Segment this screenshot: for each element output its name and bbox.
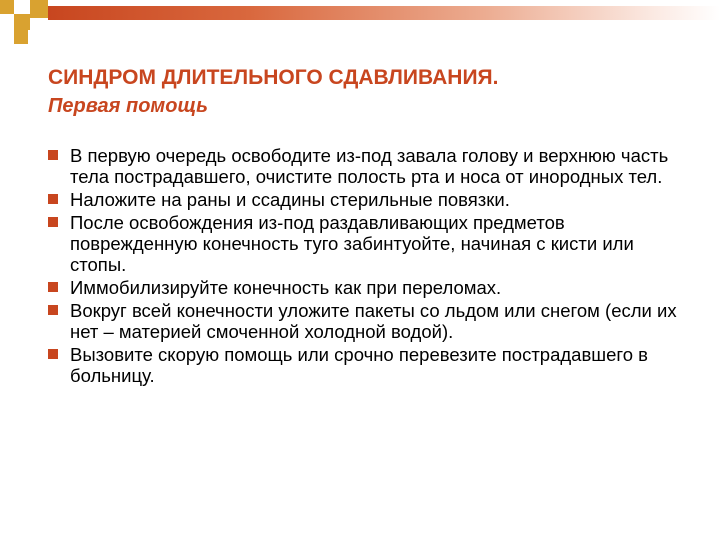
bullet-item xyxy=(48,212,688,275)
decor-square xyxy=(0,0,14,14)
bullet-text: После освобождения из-под раздавливающих предметов поврежденную конечность туго забинтуойте, начиная с кисти или стопы. xyxy=(70,212,634,275)
decor-square xyxy=(14,30,28,44)
header-gradient-bar xyxy=(48,6,720,20)
bullet-text: Наложите на раны и ссадины стерильные повязки. xyxy=(70,189,510,210)
slide-subtitle: Первая помощь xyxy=(48,95,209,117)
bullet-text: Вокруг всей конечности уложите пакеты со льдом или снегом (если их нет – материей смоченной холодной водой). xyxy=(70,300,677,342)
bullet-item xyxy=(48,277,688,298)
square-bullet-icon xyxy=(48,305,58,315)
bullet-text: Иммобилизируйте конечность как при переломах. xyxy=(70,277,502,298)
bullet-list xyxy=(48,145,688,388)
header-decoration xyxy=(0,0,720,44)
slide-title-block xyxy=(48,64,688,120)
decor-square xyxy=(14,0,30,14)
bullet-item xyxy=(48,145,688,187)
bullet-item xyxy=(48,300,688,342)
decor-square xyxy=(14,14,30,30)
square-bullet-icon xyxy=(48,349,58,359)
bullet-item xyxy=(48,344,688,386)
square-bullet-icon xyxy=(48,282,58,292)
bullet-text: Вызовите скорую помощь или срочно перевезите пострадавшего в больницу. xyxy=(70,344,649,386)
decor-square xyxy=(0,14,14,30)
bullet-item xyxy=(48,189,688,210)
bullet-text: В первую очередь освободите из-под завала голову и верхнюю часть тела пострадавшего, очистите полость рта и носа от инородных тел. xyxy=(70,145,669,187)
slide-title: СИНДРОМ ДЛИТЕЛЬНОГО СДАВЛИВАНИЯ. xyxy=(48,66,499,89)
square-bullet-icon xyxy=(48,194,58,204)
decor-square xyxy=(30,0,48,18)
square-bullet-icon xyxy=(48,217,58,227)
square-bullet-icon xyxy=(48,150,58,160)
